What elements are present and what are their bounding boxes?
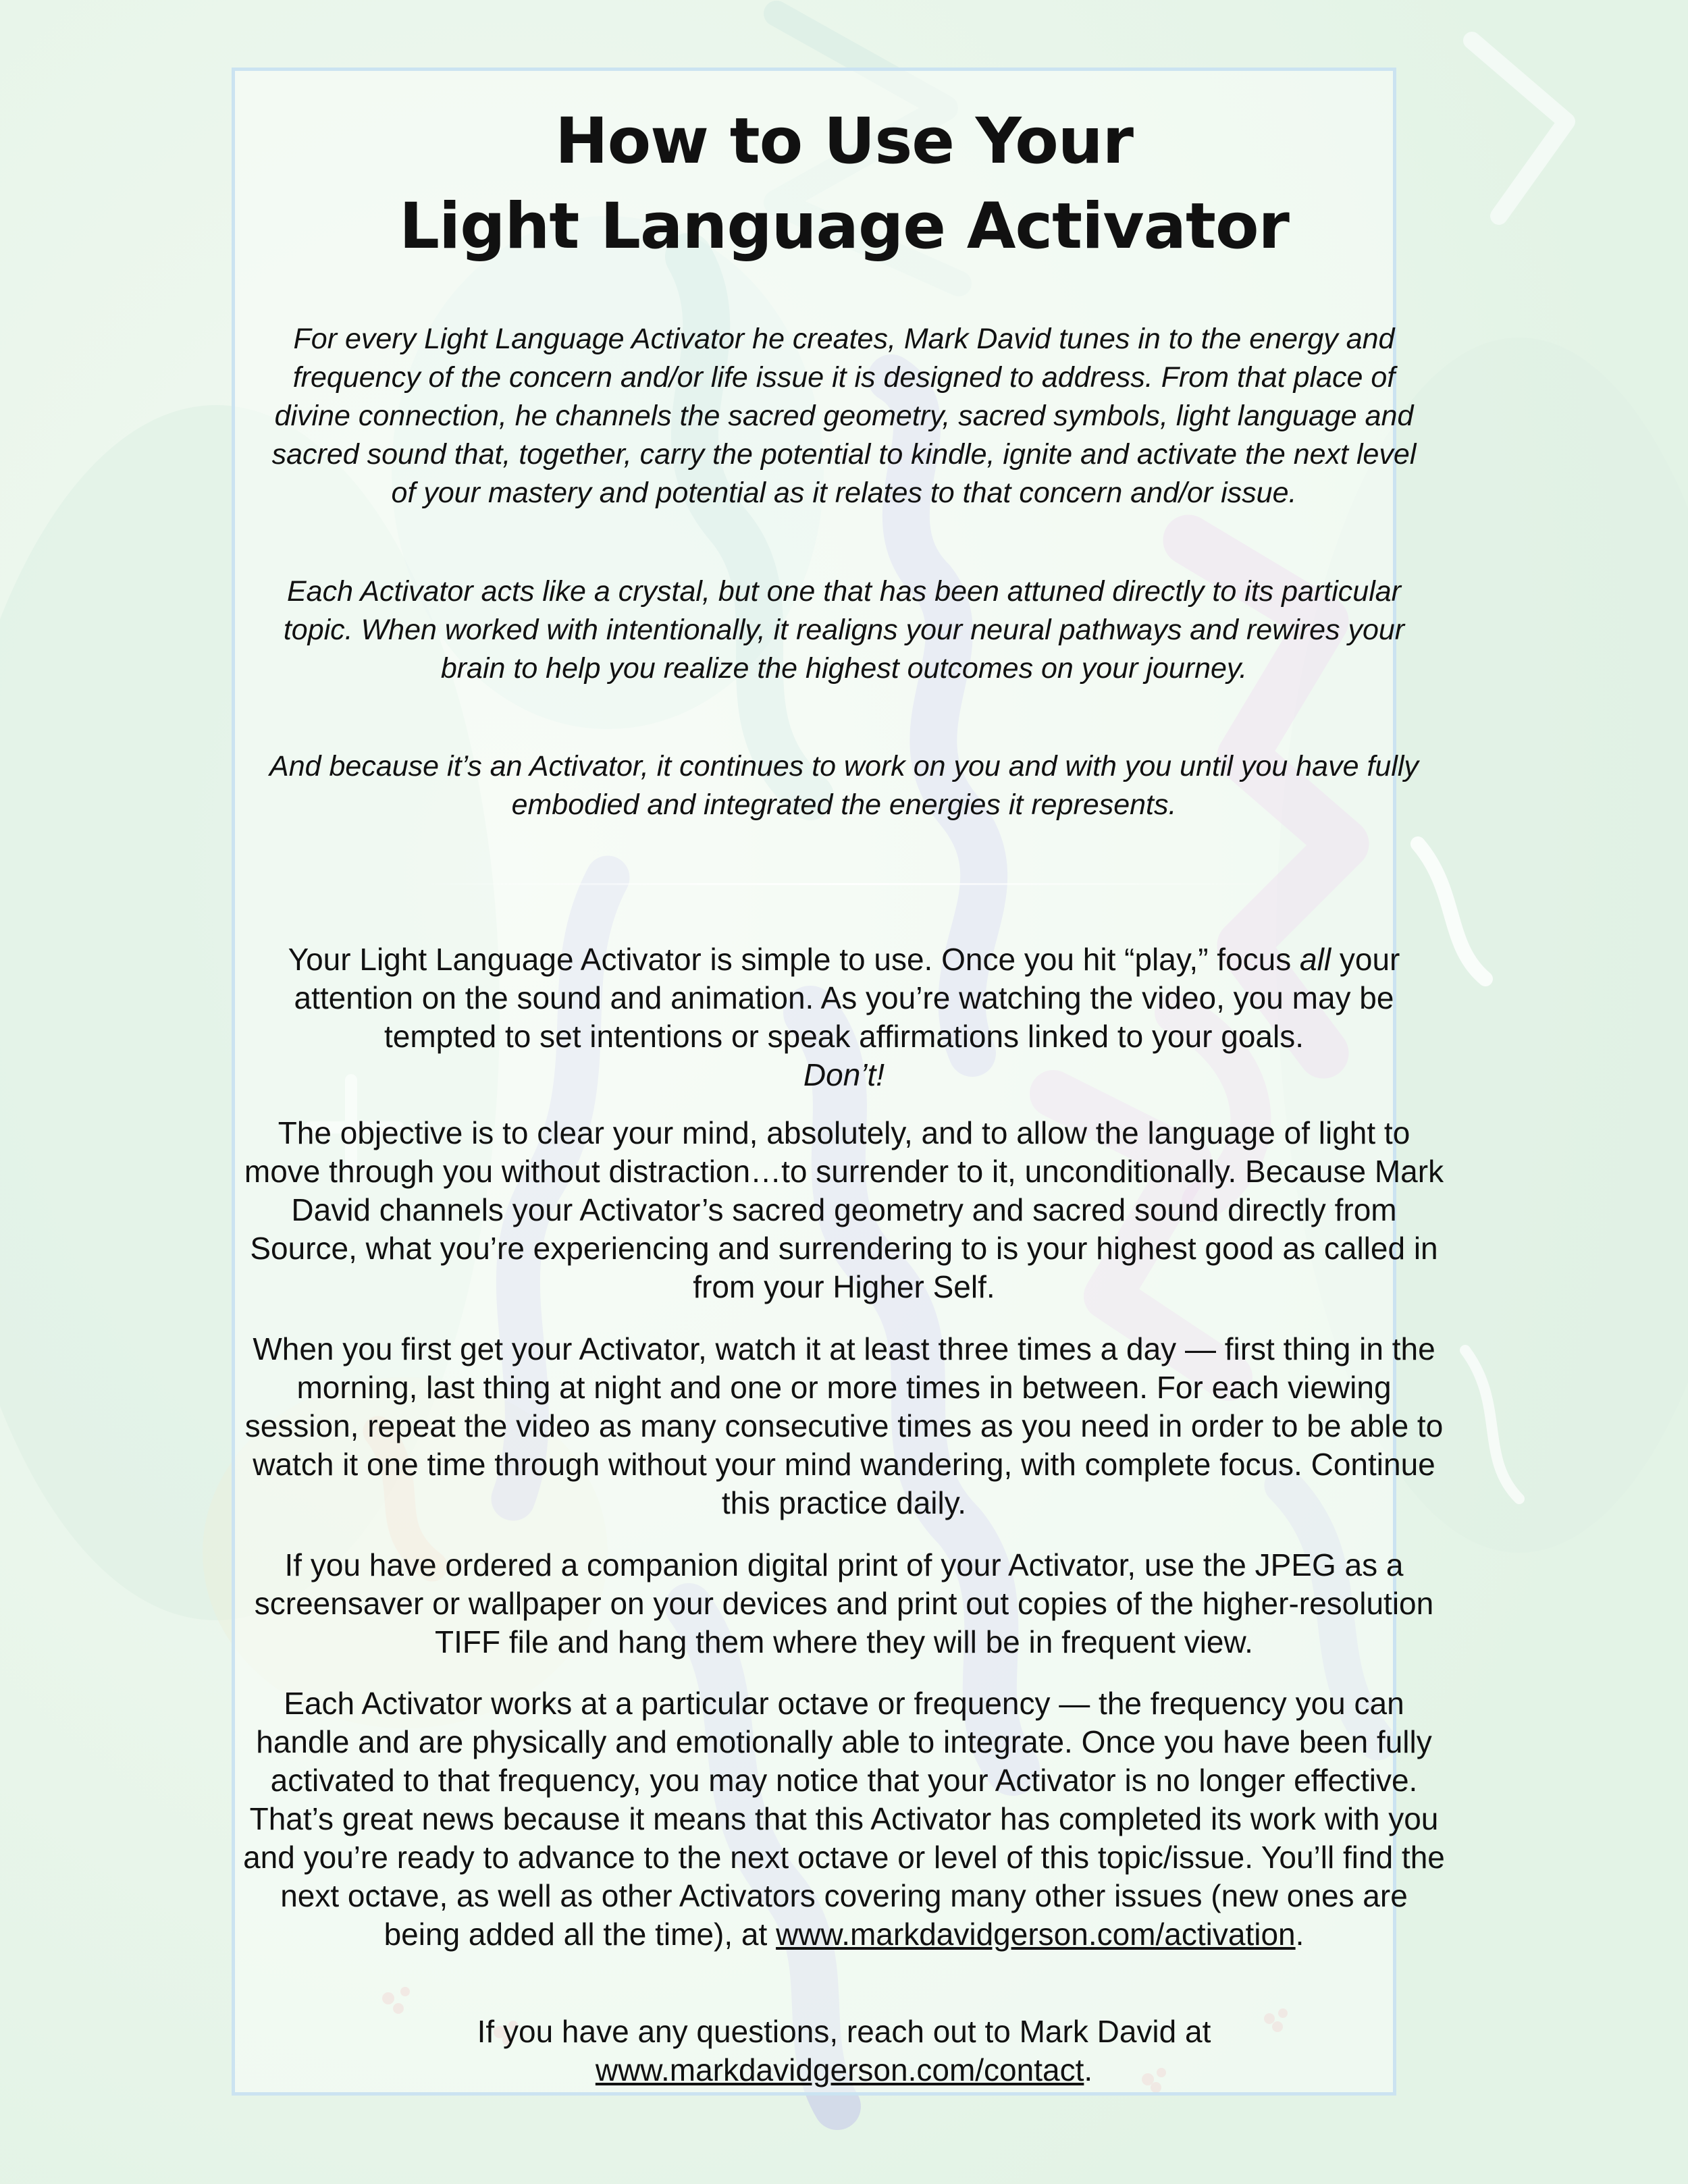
body-p1-emphasis-all: all [1300,942,1331,977]
contact-end: . [1084,2052,1093,2087]
body-p1-emphasis-dont: Don’t! [803,1057,885,1092]
body-paragraph-4: If you have ordered a companion digital print of your Activator, use the JPEG as a screensaver or wallpaper on your devices and print out copies of the higher-resolution TIFF file and hang them where they will be in frequent view. [254,1547,1434,1659]
contact-text: If you have any questions, reach out to Mark David at [477,2014,1211,2049]
intro-paragraph-1: For every Light Language Activator he creates, Mark David tunes in to the energy and frequency of the concern and/or life issue it is designed to address. From that place of divine connection, he channels the sacred geometry, sacred symbols, light language and sacred sound that, together, carry the potential to kindle, ignite and activate the next level of your mastery and potential as it relates to that concern and/or issue. [271,323,1417,509]
body-p5-text: Each Activator works at a particular octave or frequency — the frequency you can handle and are physically and emotionally able to integrate. Once you have been fully activated to that frequency, you may notice that your Activator is no longer effective. That’s great news because it means that this Activator has completed its work with you and you’re ready to advance to the next octave or level of this topic/issue. You’ll find the next octave, as well as other Activators covering many other issues (new ones are being added all the time), at [243,1686,1445,1952]
body-paragraph-3: When you first get your Activator, watch it at least three times a day — first thing in the morning, last thing at night and one or more times in between. For each viewing session, repeat the video as many consecutive times as you need in order to be able to watch it one time through without your mind wandering, with complete focus. Continue this practice daily. [244,1331,1444,1520]
activation-link[interactable]: www.markdavidgerson.com/activation [776,1917,1296,1952]
body-p1-text-a: Your Light Language Activator is simple to use. Once you hit “play,” focus [288,942,1300,977]
contact-link[interactable]: www.markdavidgerson.com/contact [595,2052,1084,2087]
page-title-line-1: How to Use Your [554,105,1134,178]
intro-paragraph-2: Each Activator acts like a crystal, but one that has been attuned directly to its particular topic. When worked with intentionally, it realigns your neural pathways and rewires your brain to help you realize the highest outcomes on your journey. [283,575,1405,685]
body-paragraph-2: The objective is to clear your mind, absolutely, and to allow the language of light to move through you without distraction…to surrender to it, unconditionally. Because Mark David channels your Activator’s sacred geometry and sacred sound directly from Source, what you’re experiencing and surrendering to is your highest good as called in from your Higher Self. [244,1115,1444,1304]
body-p1-text-b: your attention on the sound and animation. As you’re watching the video, you may be tempted to set intentions or speak affirmations linked to your goals. [294,942,1400,1054]
body-paragraph-1 [240,940,1448,1094]
section-divider [412,883,1276,885]
body-p5-end: . [1295,1917,1304,1952]
body-paragraph-5 [240,1684,1448,1954]
intro-paragraph-3: And because it’s an Activator, it continues to work on you and with you until you have fully embodied and integrated the energies it represents. [269,750,1419,821]
page-title-line-2: Light Language Activator [399,190,1289,263]
contact-paragraph [240,2013,1448,2089]
